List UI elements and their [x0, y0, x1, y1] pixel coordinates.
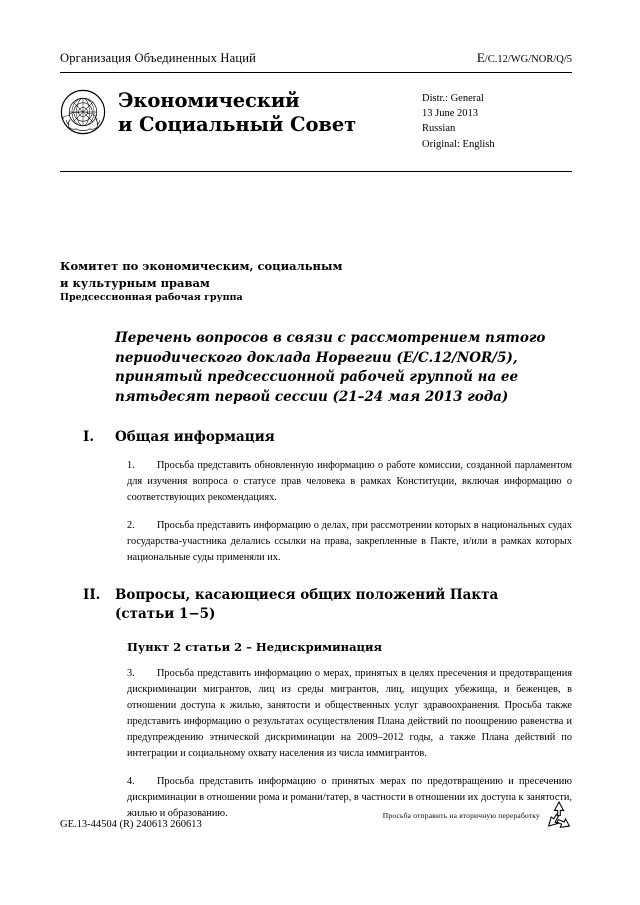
main-title-line2: периодического доклада Норвегии (E/C.12/NOR/5), — [115, 349, 518, 366]
language-label: Russian — [422, 123, 456, 135]
organization-name: Организация Объединенных Наций — [60, 51, 257, 65]
section-1-heading-text: Общая информация — [115, 428, 275, 445]
recycle-text: Просьба отправить на вторичную переработку — [382, 810, 540, 820]
section-1-number: I. — [83, 428, 95, 445]
main-title — [115, 329, 572, 407]
masthead-body — [60, 73, 572, 171]
paragraph-text: Просьба представить информацию о мерах, принятых в целях пресечения и предотвращения дискриминации мигрантов, лиц из среды мигрантов, лиц, ищущих убежища, и беженцев, в отношении доступа к жилью, занятости и общественных услуг здравоохранения. Просьба также представить информацию о результатах осуществления Плана действий по поощрению равенства и предупреждению этнической дискриминации на 2009–2012 годы, а также Плана действий по интеграции и социальному охвату населения из числа иммигрантов. — [127, 667, 572, 759]
section-1 — [83, 428, 572, 567]
paragraph-number: 2. — [127, 520, 135, 532]
section-2-heading-text-line2: (статьи 1−5) — [115, 606, 216, 623]
page-footer — [60, 800, 572, 830]
committee-subgroup: Предсессионная рабочая группа — [60, 292, 243, 304]
section-2-number: II. — [83, 587, 101, 604]
document-title-line2: и Социальный Совет — [118, 112, 357, 136]
distribution-label: Distr.: General — [422, 93, 484, 104]
distribution-block — [422, 87, 572, 152]
paragraph-text: Просьба представить информацию о делах, при рассмотрении которых в национальных судах государства-участника делались ссылки на права, закрепленные в Пакте, и/или в рамках которых национальные суды применяли их. — [127, 520, 572, 564]
section-2-subheading: Пункт 2 статьи 2 – Недискриминация — [127, 639, 383, 654]
document-symbol-rest: /C.12/WG/NOR/Q/5 — [484, 54, 572, 65]
recycle-block — [383, 800, 572, 830]
paragraph-text: Просьба представить информацию о принятых мерах по предотвращению и пресечению дискриминации в отношении рома и романи/татер, в частности в отношении их доступа к занятости, жилью и образованию. — [127, 775, 572, 819]
recycle-icon — [546, 800, 572, 830]
committee-name-line1: Комитет по экономическим, социальным — [60, 259, 343, 273]
document-title-block — [118, 87, 422, 137]
committee-name-line2: и культурным правам — [60, 275, 210, 290]
un-emblem-icon — [60, 89, 106, 135]
paragraph-text: Просьба представить обновленную информацию о работе комиссии, созданной парламентом для изучения вопроса о статусе прав человека в рамках Конституции, включая информацию о соответствующих рекомендациях. — [127, 460, 572, 504]
document-title-line1: Экономический — [118, 89, 300, 112]
document-symbol — [477, 50, 572, 66]
paragraph — [127, 518, 572, 566]
document-symbol-prefix: E — [476, 50, 485, 65]
original-language-label: Original: English — [422, 138, 495, 150]
section-1-heading — [83, 428, 572, 447]
distribution-date: 13 June 2013 — [422, 108, 478, 120]
section-2-heading — [83, 586, 572, 624]
job-number: GE.13-44504 (R) 240613 260613 — [60, 819, 202, 830]
paragraph-number: 1. — [127, 460, 135, 472]
masthead-rule-bottom — [60, 171, 572, 172]
paragraph — [127, 458, 572, 506]
paragraph — [127, 666, 572, 762]
main-title-line1: Перечень вопросов в связи с рассмотрением пятого — [115, 330, 546, 347]
committee-block — [60, 258, 572, 303]
section-2-heading-text-line1: Вопросы, касающиеся общих положений Пакта — [115, 587, 499, 604]
masthead-row — [60, 50, 572, 70]
document-body — [60, 329, 572, 821]
main-title-line4: пятьдесят первой сессии (21–24 мая 2013 года) — [115, 389, 509, 406]
page-content — [60, 50, 572, 832]
section-2 — [83, 586, 572, 821]
paragraph-number: 4. — [127, 775, 135, 787]
paragraph-number: 3. — [127, 667, 135, 679]
main-title-line3: принятый предсессионной рабочей группой на ее — [115, 369, 519, 386]
